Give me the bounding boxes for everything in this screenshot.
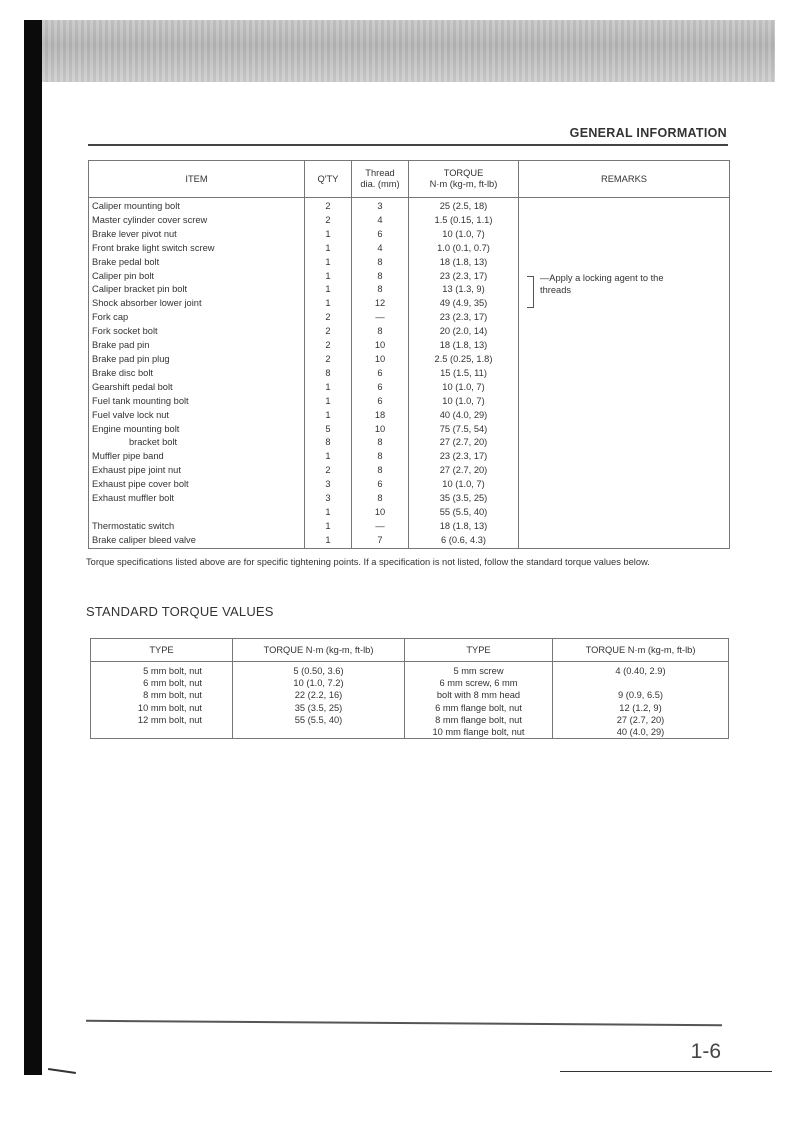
table-row — [89, 339, 730, 353]
cell-torque: 23 (2.3, 17) — [409, 270, 519, 284]
cell-qty: 1 — [305, 297, 352, 311]
cell-thread: 12 — [352, 297, 409, 311]
table-row — [89, 242, 730, 256]
std-col-torque-2: TORQUE N·m (kg-m, ft-lb) — [553, 639, 729, 662]
cell-qty: 1 — [305, 270, 352, 284]
cell-type-2: 6 mm screw, 6 mm — [405, 677, 553, 689]
cell-thread: 4 — [352, 242, 409, 256]
cell-torque: 49 (4.9, 35) — [409, 297, 519, 311]
cell-item: Exhaust pipe cover bolt — [89, 478, 305, 492]
cell-qty: 2 — [305, 325, 352, 339]
cell-torque: 6 (0.6, 4.3) — [409, 534, 519, 548]
cell-type-1: 8 mm bolt, nut — [91, 689, 233, 701]
cell-torque: 20 (2.0, 14) — [409, 325, 519, 339]
cell-item: Muffler pipe band — [89, 450, 305, 464]
cell-thread: 8 — [352, 256, 409, 270]
scan-header-band — [42, 20, 775, 82]
cell-item: Exhaust pipe joint nut — [89, 464, 305, 478]
cell-item — [89, 506, 305, 520]
cell-torque-1 — [233, 726, 405, 739]
cell-remarks — [519, 198, 730, 214]
col-torque — [409, 161, 519, 198]
cell-qty: 2 — [305, 464, 352, 478]
cell-qty: 1 — [305, 381, 352, 395]
cell-torque: 10 (1.0, 7) — [409, 395, 519, 409]
table-row — [91, 726, 729, 739]
cell-type-1: 6 mm bolt, nut — [91, 677, 233, 689]
cell-item: bracket bolt — [89, 436, 305, 450]
col-torque-line2: N·m (kg-m, ft-lb) — [429, 179, 498, 189]
std-col-type-2: TYPE — [405, 639, 553, 662]
cell-thread: 8 — [352, 436, 409, 450]
cell-thread: 6 — [352, 367, 409, 381]
cell-item: Fuel tank mounting bolt — [89, 395, 305, 409]
cell-type-1: 12 mm bolt, nut — [91, 714, 233, 726]
cell-qty: 2 — [305, 311, 352, 325]
cell-torque: 27 (2.7, 20) — [409, 464, 519, 478]
header-rule — [88, 144, 728, 146]
cell-remarks — [519, 506, 730, 520]
cell-torque: 10 (1.0, 7) — [409, 381, 519, 395]
remark-bracket — [527, 276, 534, 308]
cell-item: Fork cap — [89, 311, 305, 325]
table-row — [91, 714, 729, 726]
cell-thread: 4 — [352, 214, 409, 228]
cell-remarks — [519, 242, 730, 256]
cell-thread: 8 — [352, 325, 409, 339]
cell-torque: 18 (1.8, 13) — [409, 339, 519, 353]
cell-torque: 35 (3.5, 25) — [409, 492, 519, 506]
remark-line1: Apply a locking agent to the — [549, 273, 664, 283]
cell-torque-1: 35 (3.5, 25) — [233, 702, 405, 714]
cell-qty: 1 — [305, 506, 352, 520]
cell-remarks — [519, 450, 730, 464]
cell-qty: 2 — [305, 214, 352, 228]
cell-remarks — [519, 339, 730, 353]
cell-torque: 55 (5.5, 40) — [409, 506, 519, 520]
page-number: 1-6 — [690, 1040, 721, 1063]
cell-remarks — [519, 311, 730, 325]
cell-thread: 10 — [352, 423, 409, 437]
page-binding-edge — [24, 20, 42, 1075]
table-row — [89, 381, 730, 395]
cell-remarks — [519, 367, 730, 381]
cell-type-1: 5 mm bolt, nut — [91, 662, 233, 678]
table-row — [89, 256, 730, 270]
cell-qty: 8 — [305, 436, 352, 450]
cell-qty: 1 — [305, 242, 352, 256]
table-row — [89, 311, 730, 325]
std-col-type-1: TYPE — [91, 639, 233, 662]
cell-thread: 10 — [352, 353, 409, 367]
cell-type-2: 6 mm flange bolt, nut — [405, 702, 553, 714]
cell-item: Brake lever pivot nut — [89, 228, 305, 242]
cell-thread: 8 — [352, 492, 409, 506]
table-row — [89, 436, 730, 450]
cell-item: Fork socket bolt — [89, 325, 305, 339]
table-row — [89, 228, 730, 242]
cell-qty: 2 — [305, 198, 352, 214]
cell-torque: 18 (1.8, 13) — [409, 256, 519, 270]
col-thread-line2: dia. (mm) — [360, 179, 400, 189]
cell-torque-2: 40 (4.0, 29) — [553, 726, 729, 739]
cell-type-2: 8 mm flange bolt, nut — [405, 714, 553, 726]
cell-remarks — [519, 436, 730, 450]
cell-thread: 3 — [352, 198, 409, 214]
cell-item: Caliper mounting bolt — [89, 198, 305, 214]
cell-torque: 1.5 (0.15, 1.1) — [409, 214, 519, 228]
col-remarks: REMARKS — [519, 161, 730, 198]
cell-thread: 6 — [352, 228, 409, 242]
cell-qty: 3 — [305, 478, 352, 492]
table-row — [89, 450, 730, 464]
cell-remarks — [519, 520, 730, 534]
cell-remarks — [519, 395, 730, 409]
cell-torque-1: 5 (0.50, 3.6) — [233, 662, 405, 678]
cell-thread: 8 — [352, 450, 409, 464]
table-row — [89, 464, 730, 478]
table-row — [89, 353, 730, 367]
cell-remarks — [519, 464, 730, 478]
cell-torque-2: 12 (1.2, 9) — [553, 702, 729, 714]
table-row — [89, 325, 730, 339]
cell-qty: 2 — [305, 353, 352, 367]
standard-table-header — [91, 639, 729, 662]
cell-remarks — [519, 381, 730, 395]
cell-torque: 40 (4.0, 29) — [409, 409, 519, 423]
cell-qty: 1 — [305, 520, 352, 534]
cell-item: Caliper bracket pin bolt — [89, 283, 305, 297]
cell-remarks — [519, 214, 730, 228]
scan-bottom-line — [560, 1071, 772, 1072]
cell-torque: 2.5 (0.25, 1.8) — [409, 353, 519, 367]
table-row — [89, 492, 730, 506]
cell-thread: 7 — [352, 534, 409, 548]
cell-qty: 8 — [305, 367, 352, 381]
cell-torque: 15 (1.5, 11) — [409, 367, 519, 381]
std-col-torque-1: TORQUE N·m (kg-m, ft-lb) — [233, 639, 405, 662]
section-title: GENERAL INFORMATION — [569, 126, 727, 140]
cell-item: Gearshift pedal bolt — [89, 381, 305, 395]
remark-line2: threads — [540, 285, 572, 295]
cell-torque: 27 (2.7, 20) — [409, 436, 519, 450]
cell-qty: 1 — [305, 450, 352, 464]
table-row — [89, 395, 730, 409]
cell-remarks — [519, 492, 730, 506]
cell-type-2: 5 mm screw — [405, 662, 553, 678]
cell-torque-1: 22 (2.2, 16) — [233, 689, 405, 701]
remark-locking-agent: —Apply a locking agent to the threads — [540, 273, 664, 295]
table-row — [89, 214, 730, 228]
cell-item: Brake pedal bolt — [89, 256, 305, 270]
cell-qty: 1 — [305, 534, 352, 548]
torque-note: Torque specifications listed above are for specific tightening points. If a specification is not listed, follow the standard torque values below. — [86, 557, 650, 567]
table-row — [91, 662, 729, 678]
cell-torque: 75 (7.5, 54) — [409, 423, 519, 437]
cell-torque-2: 4 (0.40, 2.9) — [553, 662, 729, 678]
cell-thread: 10 — [352, 339, 409, 353]
cell-item: Shock absorber lower joint — [89, 297, 305, 311]
cell-qty: 1 — [305, 409, 352, 423]
cell-type-2: 10 mm flange bolt, nut — [405, 726, 553, 739]
cell-qty: 2 — [305, 339, 352, 353]
cell-torque: 1.0 (0.1, 0.7) — [409, 242, 519, 256]
cell-qty: 1 — [305, 283, 352, 297]
table-row — [91, 689, 729, 701]
cell-thread: 10 — [352, 506, 409, 520]
standard-torque-heading: STANDARD TORQUE VALUES — [86, 604, 274, 619]
cell-item: Fuel valve lock nut — [89, 409, 305, 423]
cell-qty: 3 — [305, 492, 352, 506]
cell-torque: 23 (2.3, 17) — [409, 450, 519, 464]
cell-remarks — [519, 325, 730, 339]
table-row — [89, 423, 730, 437]
cell-thread: 8 — [352, 464, 409, 478]
table-row — [89, 367, 730, 381]
cell-qty: 1 — [305, 256, 352, 270]
cell-item: Engine mounting bolt — [89, 423, 305, 437]
cell-remarks — [519, 353, 730, 367]
cell-torque-2: 9 (0.9, 6.5) — [553, 689, 729, 701]
cell-thread: — — [352, 520, 409, 534]
torque-spec-table — [88, 160, 730, 549]
cell-thread: 8 — [352, 270, 409, 284]
cell-remarks — [519, 478, 730, 492]
cell-thread: — — [352, 311, 409, 325]
cell-thread: 18 — [352, 409, 409, 423]
cell-thread: 6 — [352, 395, 409, 409]
cell-torque-1: 55 (5.5, 40) — [233, 714, 405, 726]
cell-torque: 18 (1.8, 13) — [409, 520, 519, 534]
cell-remarks — [519, 409, 730, 423]
cell-remarks — [519, 423, 730, 437]
cell-remarks — [519, 534, 730, 548]
cell-item: Brake disc bolt — [89, 367, 305, 381]
cell-type-2: bolt with 8 mm head — [405, 689, 553, 701]
col-item: ITEM — [89, 161, 305, 198]
col-thread — [352, 161, 409, 198]
cell-torque: 13 (1.3, 9) — [409, 283, 519, 297]
table-row — [89, 409, 730, 423]
cell-qty: 5 — [305, 423, 352, 437]
cell-type-1: 10 mm bolt, nut — [91, 702, 233, 714]
cell-type-1 — [91, 726, 233, 739]
cell-torque: 10 (1.0, 7) — [409, 228, 519, 242]
scan-corner-mark — [48, 1068, 76, 1074]
cell-item: Brake caliper bleed valve — [89, 534, 305, 548]
table-row — [89, 297, 730, 311]
cell-item: Front brake light switch screw — [89, 242, 305, 256]
table-row — [89, 198, 730, 214]
cell-torque: 25 (2.5, 18) — [409, 198, 519, 214]
cell-remarks — [519, 256, 730, 270]
table-row — [91, 677, 729, 689]
cell-item: Brake pad pin plug — [89, 353, 305, 367]
cell-item: Brake pad pin — [89, 339, 305, 353]
cell-thread: 6 — [352, 381, 409, 395]
cell-torque-1: 10 (1.0, 7.2) — [233, 677, 405, 689]
cell-item: Caliper pin bolt — [89, 270, 305, 284]
col-torque-line1: TORQUE — [443, 168, 484, 178]
torque-table-header — [89, 161, 730, 198]
cell-qty: 1 — [305, 395, 352, 409]
table-row — [91, 702, 729, 714]
table-row — [89, 478, 730, 492]
cell-torque: 23 (2.3, 17) — [409, 311, 519, 325]
cell-torque-2 — [553, 677, 729, 689]
cell-thread: 8 — [352, 283, 409, 297]
col-thread-line1: Thread — [365, 168, 395, 178]
table-row — [89, 506, 730, 520]
cell-thread: 6 — [352, 478, 409, 492]
cell-remarks — [519, 297, 730, 311]
footer-rule — [86, 1020, 722, 1026]
cell-qty: 1 — [305, 228, 352, 242]
standard-torque-table — [90, 638, 729, 739]
cell-remarks — [519, 228, 730, 242]
table-row — [89, 534, 730, 548]
cell-item: Master cylinder cover screw — [89, 214, 305, 228]
cell-torque: 10 (1.0, 7) — [409, 478, 519, 492]
table-row — [89, 520, 730, 534]
cell-item: Thermostatic switch — [89, 520, 305, 534]
col-qty: Q'TY — [305, 161, 352, 198]
cell-torque-2: 27 (2.7, 20) — [553, 714, 729, 726]
cell-item: Exhaust muffler bolt — [89, 492, 305, 506]
